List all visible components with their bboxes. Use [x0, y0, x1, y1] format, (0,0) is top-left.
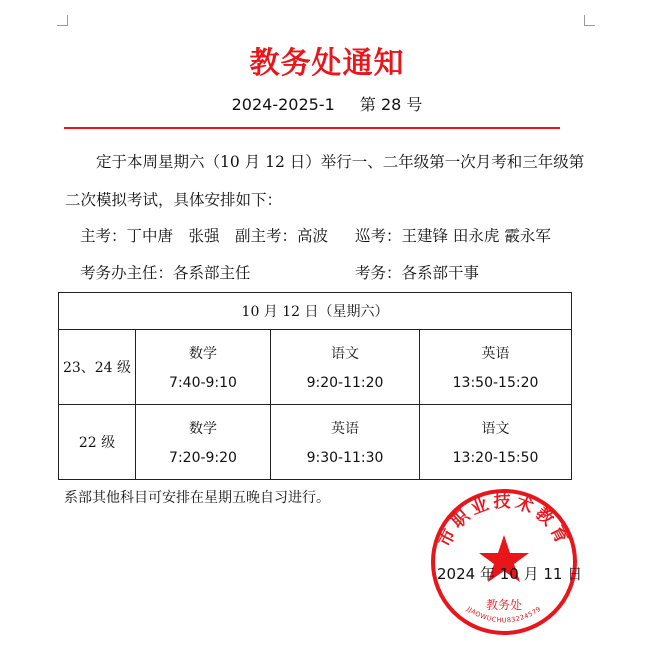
- notice-title: 教务处通知: [249, 46, 405, 81]
- seal-code-text: JJAOWUCHU83224579: [465, 604, 543, 625]
- chief-examiner: 主考：丁中唐 张强 副主考：高波: [80, 227, 329, 245]
- red-divider: [64, 127, 560, 129]
- table-row: [59, 405, 572, 480]
- subject-label: 数学: [189, 421, 217, 437]
- exam-cell: [271, 330, 420, 405]
- subject-label: 英语: [481, 346, 510, 362]
- time-label: 9:30-11:30: [306, 450, 384, 466]
- issue-year: 2024-2025-1: [231, 95, 335, 114]
- intro-paragraph: [65, 143, 590, 219]
- intro-line-2: 二次模拟考试，具体安排如下：: [65, 191, 283, 209]
- time-label: 7:20-9:20: [169, 450, 237, 466]
- table-row: [59, 330, 572, 405]
- table-header-row: [59, 293, 572, 330]
- page-corner-mark-right: [584, 15, 595, 26]
- subject-label: 语文: [331, 346, 359, 362]
- notice-date: 2024 年 10 月 11 日: [437, 565, 583, 583]
- seal-center-text: 教务处: [485, 598, 523, 612]
- time-label: 9:20-11:20: [306, 375, 384, 391]
- grade-cell: 23、24 级: [59, 330, 136, 405]
- exam-office-director: 考务办主任：各系部主任: [80, 264, 251, 282]
- seal-outer-text: 市职业技术教育: [434, 492, 574, 551]
- exam-affairs: 考务：各系部干事: [355, 264, 480, 282]
- time-label: 13:50-15:20: [452, 375, 539, 391]
- subject-label: 英语: [331, 421, 359, 437]
- time-label: 7:40-9:10: [169, 375, 237, 391]
- exam-cell: [420, 405, 572, 480]
- exam-cell: [136, 330, 271, 405]
- subject-label: 数学: [189, 346, 217, 362]
- exam-cell: [271, 405, 420, 480]
- schedule-date-header: 10 月 12 日（星期六）: [59, 293, 572, 330]
- inspectors: 巡考：王建锋 田永虎 霰永军: [355, 227, 551, 245]
- subject-label: 语文: [481, 421, 510, 437]
- official-seal: [429, 487, 579, 637]
- time-label: 13:20-15:50: [452, 450, 539, 466]
- exam-schedule-table: [58, 292, 572, 480]
- issue-line: [0, 92, 654, 115]
- page-corner-mark-left: [57, 15, 68, 26]
- issue-number: 第 28 号: [359, 95, 423, 114]
- exam-cell: [420, 330, 572, 405]
- grade-cell: 22 级: [59, 405, 136, 480]
- exam-cell: [136, 405, 271, 480]
- intro-line-1: 定于本周星期六（10 月 12 日）举行一、二年级第一次月考和三年级第: [96, 153, 585, 171]
- additional-note: 系部其他科目可安排在星期五晚自习进行。: [64, 490, 330, 506]
